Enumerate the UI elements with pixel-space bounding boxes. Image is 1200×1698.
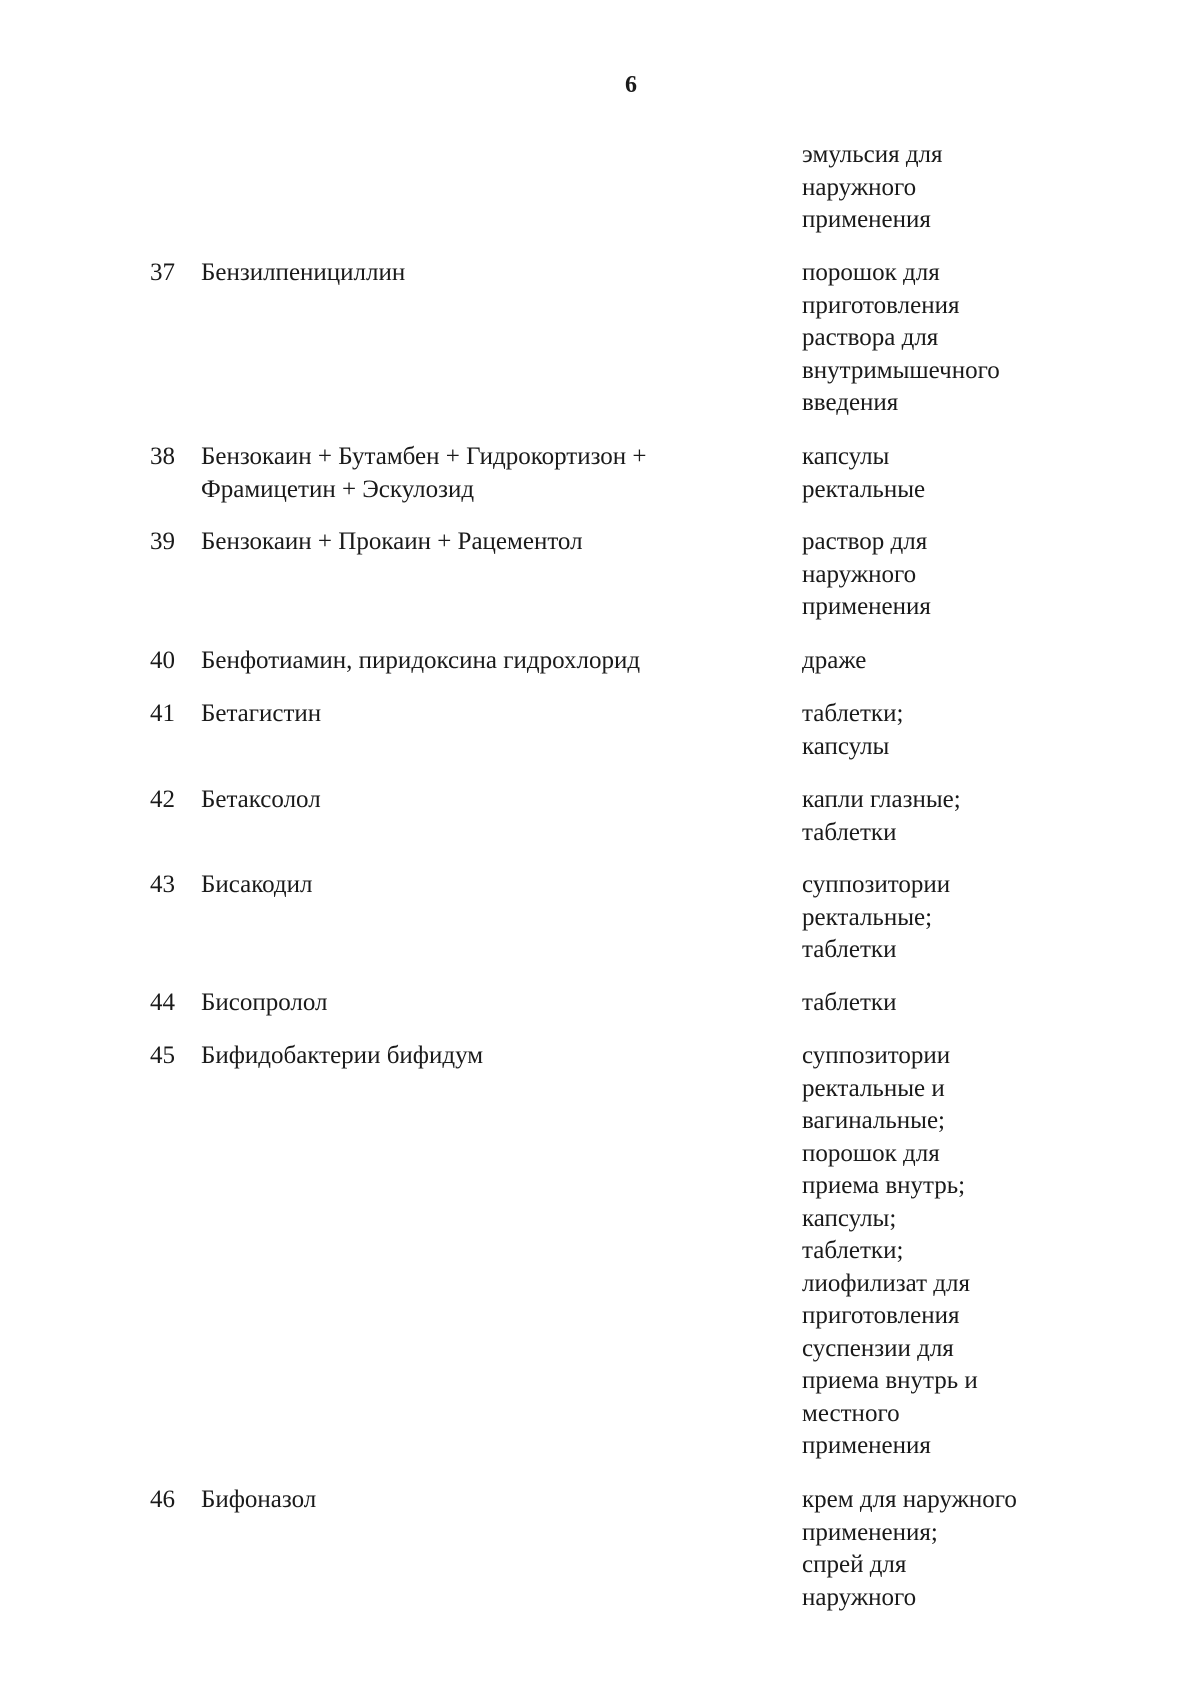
- row-number: 41: [150, 700, 175, 727]
- drug-name: Бетаксолол: [201, 786, 321, 813]
- row-number: 40: [150, 647, 175, 674]
- dosage-form: раствор для наружного применения: [802, 528, 931, 620]
- dosage-form: капли глазные; таблетки: [802, 786, 961, 846]
- dosage-form: эмульсия для наружного применения: [802, 141, 943, 233]
- row-number: 42: [150, 786, 175, 813]
- drug-name: Бисопролол: [201, 989, 328, 1016]
- dosage-form: таблетки; капсулы: [802, 700, 904, 760]
- row-number: 44: [150, 989, 175, 1016]
- drug-name: Бифоназол: [201, 1486, 317, 1513]
- dosage-form: суппозитории ректальные и вагинальные; порошок для приема внутрь; капсулы; таблетки; лиофилизат для приготовления суспензии для приема внутрь и местного применения: [802, 1042, 978, 1459]
- dosage-form: таблетки: [802, 989, 897, 1016]
- dosage-form: капсулы ректальные: [802, 443, 926, 503]
- drug-name: Бензилпенициллин: [201, 259, 406, 286]
- dosage-form: порошок для приготовления раствора для внутримышечного введения: [802, 259, 1000, 416]
- row-number: 39: [150, 528, 175, 555]
- dosage-form: суппозитории ректальные; таблетки: [802, 871, 951, 963]
- drug-name: Бензокаин + Бутамбен + Гидрокортизон + Фрамицетин + Эскулозид: [201, 443, 647, 503]
- drug-name: Бифидобактерии бифидум: [201, 1042, 484, 1069]
- dosage-form: крем для наружного применения; спрей для наружного: [802, 1486, 1017, 1611]
- row-number: 45: [150, 1042, 175, 1069]
- row-number: 43: [150, 871, 175, 898]
- dosage-form: драже: [802, 647, 867, 674]
- drug-name: Бензокаин + Прокаин + Рацементол: [201, 528, 583, 555]
- row-number: 46: [150, 1486, 175, 1513]
- drug-name: Бенфотиамин, пиридоксина гидрохлорид: [201, 647, 641, 674]
- row-number: 38: [150, 443, 175, 470]
- drug-name: Бетагистин: [201, 700, 322, 727]
- drug-name: Бисакодил: [201, 871, 313, 898]
- row-number: 37: [150, 259, 175, 286]
- page-number: 6: [625, 72, 637, 98]
